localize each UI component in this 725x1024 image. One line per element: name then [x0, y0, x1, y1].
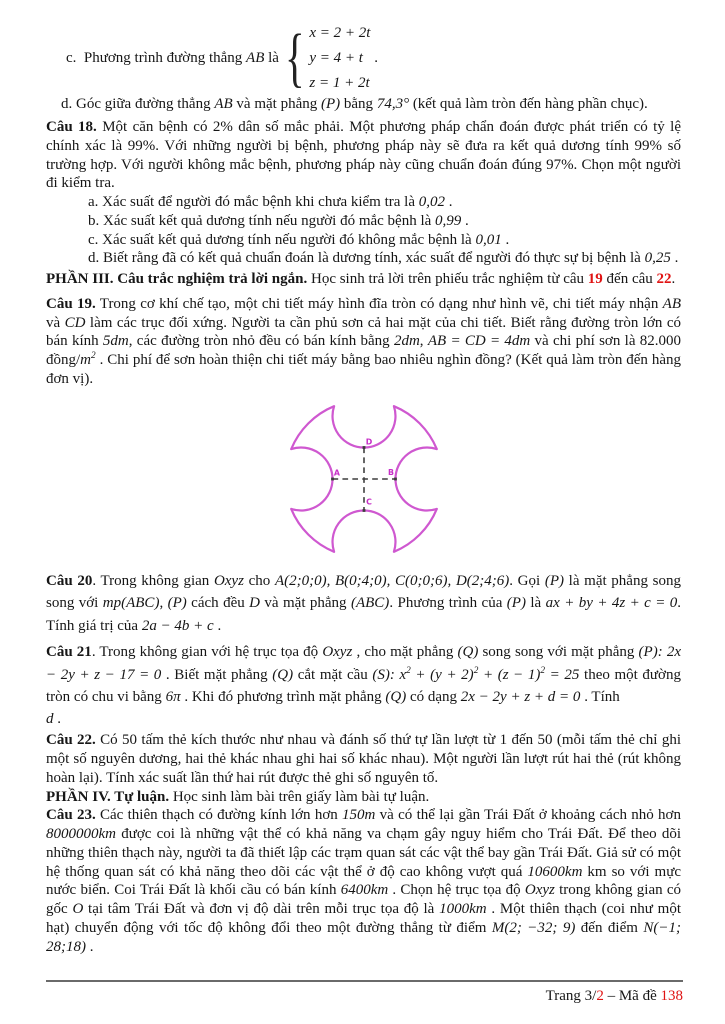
text-segment: (P) — [544, 572, 564, 589]
text-segment: Câu 21 — [46, 644, 92, 660]
text-segment: tại tâm Trái Đất và đơn vị độ dài trên mỗi trục tọa độ là — [83, 901, 440, 917]
text-segment: (Q) — [457, 644, 479, 660]
text-segment: km so với mực nước biển. Coi Trái Đất là khối cầu có bán kính — [46, 863, 685, 899]
text-segment: và mặt phẳng — [260, 595, 351, 611]
text-segment: Câu 20 — [46, 572, 93, 589]
text-segment: a. Xác suất để người đó mắc bệnh khi chưa kiểm tra là — [88, 194, 419, 210]
text-segment: Câu 19. — [46, 295, 96, 312]
text-segment: và có thể lại gần Trái Đất ở khoảng cách nhỏ hơn — [375, 807, 685, 824]
text-segment: bằng — [340, 96, 377, 113]
label-b — [388, 468, 394, 477]
text-segment: 0,02 — [418, 194, 445, 210]
text-segment: . — [501, 231, 510, 248]
text-segment: là — [264, 49, 283, 66]
cau21-stem — [46, 641, 685, 709]
text-segment: mp(ABC) — [102, 595, 160, 611]
text-segment: D — [249, 595, 260, 611]
text-segment: c. Phương trình đường thẳng — [66, 49, 247, 66]
text-segment: song song với mặt phẳng — [478, 644, 639, 660]
text-segment: Học sinh làm bài trên giấy làm bài tự luận. — [169, 788, 430, 805]
text-segment: AB — [662, 295, 681, 312]
text-segment: d. Biết rằng đã có kết quả chuẩn đoán là dương tính, xác suất để người đó thực sự bị bệnh là — [88, 250, 645, 267]
system-brace-icon: { — [284, 20, 305, 94]
text-segment: CD — [64, 314, 86, 331]
text-segment: và mặt phẳng — [232, 96, 321, 113]
text-segment: (Q) — [385, 689, 407, 705]
text-segment: . Chọn hệ trục tọa độ — [388, 882, 525, 899]
text-segment: (ABC) — [350, 595, 390, 611]
text-segment: ax + by + 4z + c = 0 — [545, 595, 678, 611]
text-segment: Oxyz — [322, 644, 353, 660]
text-segment: cắt mặt cầu — [293, 666, 373, 683]
text-segment: M(2; −32; 9) — [491, 919, 576, 936]
text-segment: và — [46, 295, 685, 331]
text-segment: , các đường tròn nhỏ đều có bán kính bằng — [128, 333, 394, 350]
cau19-figure — [279, 394, 449, 564]
text-segment: PHẦN IV. Tự luận. — [46, 788, 170, 805]
text-segment: . Phương trình của — [389, 595, 507, 611]
phan4-heading — [46, 788, 681, 807]
text-segment: . Gọi — [509, 572, 545, 589]
cau19-stem — [46, 295, 685, 389]
text-segment: 2x − 2y + z + d = 0 — [460, 689, 581, 705]
text-segment: 2 — [540, 665, 546, 676]
text-segment: 0,99 — [435, 212, 462, 229]
text-segment: . — [213, 617, 222, 634]
text-segment: N(−1; 28;18) — [46, 919, 685, 955]
cau22-stem — [46, 731, 685, 787]
text-segment: 0,01 — [475, 231, 502, 248]
text-segment: . — [86, 938, 94, 955]
text-segment: 2 — [91, 351, 96, 361]
text-segment: , — [159, 595, 168, 611]
text-segment: làm các trục đối xứng. Người ta cần phủ sơn cả hai mặt của chi tiết. Biết rằng đường tròn lớn có bán kính — [46, 314, 685, 350]
footer-page-number: 2 — [596, 988, 604, 1005]
text-segment: cho — [243, 572, 275, 589]
cau18-item-c — [46, 231, 681, 250]
phan3-heading — [46, 270, 681, 289]
text-segment: , cho mặt phẳng — [352, 644, 458, 660]
text-segment: . Tính giá trị của — [46, 595, 685, 634]
text-segment: (kết quả làm tròn đến hàng phần chục). — [409, 96, 648, 113]
equation-row: z = 1 + 2t — [309, 74, 370, 91]
text-segment: là mặt phẳng song song với — [46, 572, 685, 611]
text-segment: đến điểm — [575, 919, 644, 936]
footer-exam-code: 138 — [660, 988, 683, 1005]
text-segment: O — [72, 901, 84, 917]
text-segment: . — [53, 710, 61, 727]
endpoint-b-marker — [394, 477, 397, 480]
cau20-stem — [46, 570, 685, 638]
text-segment: (Q) — [272, 666, 294, 683]
item-d-line-angle — [46, 95, 681, 114]
text-segment: đến câu — [602, 271, 657, 287]
cau23-stem — [46, 806, 685, 956]
text-segment: PHẦN III. Câu trắc nghiệm trả lời ngắn. — [46, 271, 308, 287]
label-a — [333, 468, 340, 477]
text-segment: Oxyz — [213, 572, 244, 589]
text-segment: A(2;0;0), B(0;4;0), C(0;0;6), D(2;4;6) — [274, 572, 510, 589]
text-segment: AB — [246, 49, 265, 66]
text-segment: 74,3° — [376, 96, 410, 113]
text-segment: b. Xác suất kết quả dương tính nếu người đó mắc bệnh là — [88, 212, 436, 229]
text-segment: . Biết mặt phẳng — [161, 666, 273, 683]
text-segment: Trong cơ khí chế tạo, một chi tiết máy hình đĩa tròn có dạng như hình vẽ, chi tiết máy nhận — [95, 295, 663, 312]
text-segment: có dạng — [406, 689, 461, 705]
text-segment: 10600km — [527, 863, 583, 880]
endpoint-a-marker — [331, 477, 334, 480]
text-segment: 1000km — [439, 901, 487, 917]
cau21-answer-line — [46, 710, 681, 729]
item-c-line-equation — [66, 20, 681, 94]
text-segment: (P) — [167, 595, 187, 611]
page-footer — [46, 980, 683, 1006]
endpoint-c-marker — [362, 509, 365, 512]
text-segment: c. Xác suất kết quả dương tính nếu người đó không mắc bệnh là — [88, 231, 476, 248]
text-segment: 2 — [473, 665, 479, 676]
text-segment: . — [670, 250, 679, 267]
text-segment: Câu 23. — [46, 807, 96, 824]
text-segment: AB = CD = 4dm — [427, 333, 531, 350]
text-segment: 6400km — [340, 882, 389, 899]
text-segment: Oxyz — [524, 882, 555, 899]
cau18-stem — [46, 118, 685, 193]
cau18-item-a — [46, 193, 681, 212]
equation-rows — [306, 24, 370, 92]
text-segment: theo một đường tròn có chu vi bằng — [46, 666, 685, 705]
text-segment: 19 — [587, 271, 603, 287]
text-segment: được coi là những vật thể có khả năng va chạm gây nguy hiểm cho Trái Đất. Để theo dõi những thiên thạch này, người ta đã thiết lập các trạm quan sát các vật thể bay gần Trái Đất. Giả sử có một hệ thống quan sát có khả năng theo dõi các vật thể ở độ cao không vượt quá — [46, 826, 685, 880]
text-segment: , — [419, 333, 428, 350]
text-segment: Học sinh trả lời trên phiếu trắc nghiệm từ câu — [307, 271, 588, 287]
text-segment: . Trong không gian với hệ trục tọa độ — [91, 644, 323, 660]
text-segment: và chi phí sơn là 82.000 đồng/ — [46, 333, 685, 368]
document-body — [46, 20, 685, 956]
text-segment: d. Góc giữa đường thẳng — [61, 96, 215, 113]
footer-exam-code-label: – Mã đề — [603, 988, 661, 1005]
text-segment: là — [525, 595, 546, 611]
text-segment: . — [370, 49, 378, 66]
text-segment: m — [80, 352, 92, 368]
cau18-item-b — [46, 212, 681, 231]
text-segment: 8000000km — [46, 826, 116, 842]
text-segment: 6π — [165, 689, 181, 705]
text-segment: 22 — [656, 271, 672, 287]
text-segment: Một căn bệnh có 2% dân số mắc phải. Một phương pháp chẩn đoán được phát triển có tỷ lệ chính xác là 99%. Với những người bị bệnh, phương pháp này sẽ đưa ra kết quả dương tính 99% số trường hợp. Với người không mắc bệnh, phương pháp này cũng chuẩn đoán đúng 97%. Chọn một người đi kiểm tra. — [46, 119, 685, 192]
text-segment: . Trong không gian — [92, 572, 214, 589]
text-segment: . Chi phí để sơn hoàn thiện chi tiết máy bằng bao nhiêu nghìn đồng? (Kết quả làm tròn đến hàng đơn vị). — [46, 352, 685, 387]
text-segment: (P) — [506, 595, 526, 611]
text-segment: 2a − 4b + c — [141, 617, 214, 634]
text-segment: (P): 2x − 2y + z − 17 = 0 — [46, 644, 685, 683]
text-segment: d — [46, 710, 54, 727]
text-segment: AB — [214, 96, 233, 113]
equation-system — [284, 20, 371, 94]
text-segment: . — [461, 212, 469, 229]
text-segment: + (y + 2) — [410, 666, 474, 683]
text-segment: Các thiên thạch có đường kính lớn hơn — [95, 807, 343, 824]
text-segment: . Một thiên thạch (coi như một hạt) chuyển động với tốc độ không đổi theo một đường thẳng từ điểm — [46, 901, 685, 936]
text-segment: (P) — [320, 96, 341, 113]
text-segment: 5dm — [102, 333, 129, 350]
text-segment: trong không gian có gốc — [46, 882, 685, 917]
text-segment: + (z − 1) — [478, 666, 541, 683]
footer-page-label: Trang 3/ — [545, 988, 597, 1005]
label-c — [366, 497, 372, 506]
equation-row: y = 4 + t — [309, 49, 363, 66]
text-segment: . Tính — [580, 689, 620, 705]
text-segment: 0,25 — [644, 250, 671, 267]
equation-row: x = 2 + 2t — [309, 25, 371, 41]
cau18-item-d — [46, 249, 681, 268]
text-segment: (S): x — [372, 666, 407, 683]
text-segment: 150m — [342, 807, 376, 824]
text-segment: . Khi đó phương trình mặt phẳng — [180, 689, 386, 705]
text-segment: = 25 — [545, 666, 580, 683]
text-segment: . — [671, 271, 676, 287]
text-segment: Câu 22. — [46, 732, 96, 749]
label-d — [365, 437, 372, 446]
text-segment: 2 — [406, 665, 411, 676]
text-segment: . — [445, 194, 453, 210]
text-segment: Câu 18. — [46, 119, 97, 135]
text-segment: cách đều — [186, 595, 250, 611]
text-segment: 2dm — [393, 333, 420, 350]
text-segment: Có 50 tấm thẻ kích thước như nhau và đánh số thứ tự lần lượt từ 1 đến 50 (mỗi tấm thẻ chỉ ghi một số nguyên dương, hai thẻ khác nhau ghi hai số khác nhau). Một người lần lượt rút hai thẻ (rút không hoàn lại). Tính xác suất lần thứ hai rút được thẻ ghi số nguyên tố. — [46, 732, 685, 786]
